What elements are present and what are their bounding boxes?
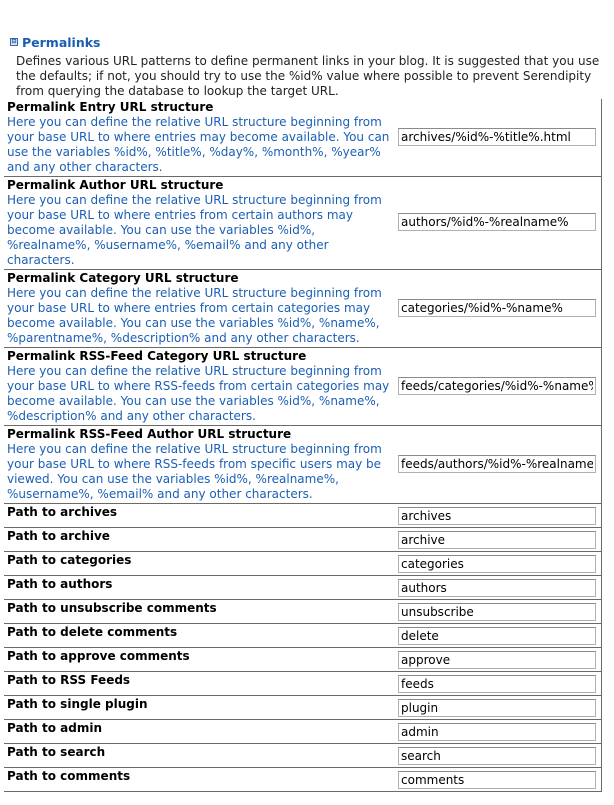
setting-row-rss-category-url [4,348,602,426]
setting-row-path-feeds [4,672,602,696]
setting-row-path-archives [4,504,602,528]
entry-url-structure-input[interactable] [398,128,596,146]
path-authors-input[interactable] [398,579,596,597]
setting-row-author-url [4,177,602,270]
path-admin-input[interactable] [398,723,596,741]
path-plugin-input[interactable] [398,699,596,717]
setting-description: Here you can define the relative URL structure beginning from your base URL to where RSS-feeds from certain categories may become available. You can use the variables %id%, %name%, %description% and any other characters. [7,364,390,423]
setting-row-category-url [4,270,602,348]
setting-description: Here you can define the relative URL structure beginning from your base URL to where entries from certain categories may become available. You can use the variables %id%, %name%, %parentname%, %description% and any other characters. [7,286,382,345]
setting-row-path-categories [4,552,602,576]
collapse-toggle-icon[interactable]: ⊟ [11,38,17,45]
setting-row-path-plugin [4,696,602,720]
path-approve-input[interactable] [398,651,596,669]
setting-label: Path to admin [7,721,103,735]
setting-row-path-authors [4,576,602,600]
setting-label: Path to single plugin [7,697,148,711]
setting-label: Permalink Category URL structure [7,271,239,285]
path-archive-input[interactable] [398,531,596,549]
path-categories-input[interactable] [398,555,596,573]
setting-label: Path to search [7,745,106,759]
path-comments-input[interactable] [398,771,596,789]
setting-row-rss-author-url [4,426,602,504]
rss-author-url-structure-input[interactable] [398,455,596,473]
setting-row-path-comments [4,768,602,792]
setting-row-path-search [4,744,602,768]
author-url-structure-input[interactable] [398,213,596,231]
path-feeds-input[interactable] [398,675,596,693]
setting-row-entry-url [4,99,602,177]
setting-label: Path to approve comments [7,649,190,663]
setting-row-path-approve [4,648,602,672]
table-right-border [601,99,602,792]
setting-row-path-unsubscribe [4,600,602,624]
rss-category-url-structure-input[interactable] [398,377,596,395]
category-url-structure-input[interactable] [398,299,596,317]
setting-label: Permalink RSS-Feed Author URL structure [7,427,292,441]
setting-row-path-delete [4,624,602,648]
setting-label: Permalink Entry URL structure [7,100,214,114]
setting-description: Here you can define the relative URL structure beginning from your base URL to where entries from certain authors may become available. You can use the variables %id%, %realname%, %username%, %email% and any other characters. [7,193,382,267]
path-archives-input[interactable] [398,507,596,525]
setting-label: Path to archives [7,505,118,519]
setting-label: Path to authors [7,577,113,591]
setting-label: Path to unsubscribe comments [7,601,217,615]
setting-description: Here you can define the relative URL structure beginning from your base URL to where entries may become available. You can use the variables %id%, %title%, %day%, %month%, %year% and any other characters. [7,115,390,174]
setting-label: Path to categories [7,553,132,567]
permalinks-section-header[interactable] [10,34,101,50]
setting-row-path-archive [4,528,602,552]
permalink-settings-list [4,99,602,792]
path-unsubscribe-input[interactable] [398,603,596,621]
setting-row-path-admin [4,720,602,744]
path-search-input[interactable] [398,747,596,765]
setting-label: Path to comments [7,769,131,783]
setting-description: Here you can define the relative URL structure beginning from your base URL to where RSS-feeds from specific users may be viewed. You can use the variables %id%, %realname%, %username%, %email% and any other characters. [7,442,382,501]
setting-label: Permalink Author URL structure [7,178,224,192]
section-intro: Defines various URL patterns to define permanent links in your blog. It is suggested that you use the defaults; if not, you should try to use the %id% value where possible to prevent Serendipity from querying the database to lookup the target URL. [16,54,600,98]
setting-label: Path to RSS Feeds [7,673,131,687]
setting-label: Path to archive [7,529,110,543]
section-title[interactable]: Permalinks [22,34,101,50]
setting-label: Path to delete comments [7,625,178,639]
setting-label: Permalink RSS-Feed Category URL structure [7,349,307,363]
path-delete-input[interactable] [398,627,596,645]
